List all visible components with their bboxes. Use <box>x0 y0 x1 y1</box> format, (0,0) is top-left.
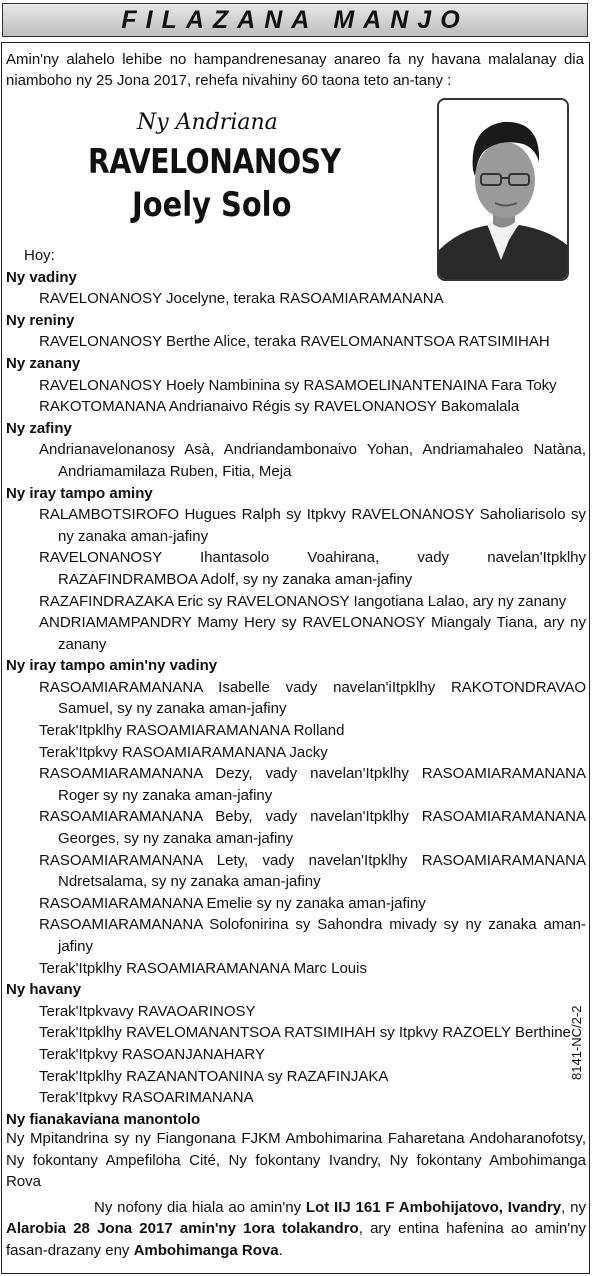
section-title: Ny vadiny <box>6 268 77 286</box>
footer-text-3: , ary entina hafenina ao amin'ny fasan-drazany eny <box>6 1220 587 1259</box>
family-entry: RASOAMIARAMANANA Beby, vady navelan'Itpklhy RASOAMIARAMANANA Georges, sy ny zanaka aman-jafiny <box>39 808 586 848</box>
family-entry: RAVELONANOSY Hoely Nambinina sy RASAMOELINANTENAINA Fara Toky <box>39 376 557 394</box>
family-entry: Terak'Itpklhy RASOAMIARAMANANA Marc Louis <box>39 959 367 977</box>
family-entry: RALAMBOTSIROFO Hugues Ralph sy Itpkvy RAVELONANOSY Saholiarisolo sy ny zanaka aman-jafiny <box>39 506 586 545</box>
section-title: Ny zafiny <box>6 419 72 437</box>
honorific: Ny Andriana <box>137 110 278 135</box>
deceased-surname: RAVELONANOSY <box>88 142 341 182</box>
family-entry: Terak'Itpkvy RASOAMIARAMANANA Jacky <box>39 743 328 761</box>
family-entry: RAZAFINDRAZAKA Eric sy RAVELONANOSY Iangotiana Lalao, ary ny zanany <box>39 592 567 610</box>
family-entry: Terak'Itpklhy RAZANANTOANINA sy RAZAFINJAKA <box>39 1067 389 1085</box>
section-title: Ny zanany <box>6 354 81 372</box>
deceased-given-names: Joely Solo <box>132 185 292 225</box>
footer-text-4: . <box>278 1241 283 1259</box>
footer-paragraph-2 <box>6 1197 586 1262</box>
family-entry: Terak'Itpkvy RASOARIMANANA <box>39 1089 254 1107</box>
family-entry: Terak'Itpkvavy RAVAOARINOSY <box>39 1002 256 1020</box>
section-title: Ny havany <box>6 981 82 999</box>
section-title: Ny fianakaviana manontolo <box>6 1110 201 1128</box>
family-entry: Terak'Itpkvy RASOANJANAHARY <box>39 1045 265 1063</box>
notice-footer <box>6 1128 586 1261</box>
intro-text: Amin'ny alahelo lehibe no hampandrenesanay anareo fa ny havana malalanay dia niamboho ny 25 Jona 2017, rehefa nivahiny 60 taona teto an-tany : <box>6 51 584 89</box>
hoy-label: Hoy: <box>24 247 55 264</box>
family-entry: RAVELONANOSY Ihantasolo Voahirana, vady navelan'Itpklhy RAZAFINDRAMBOA Adolf, sy ny zanaka aman-jafiny <box>39 549 586 588</box>
family-entry: Andrianavelonanosy Asà, Andriandambonaivo Yohan, Andriamahaleo Natàna, Andriamamilaza Ruben, Fitia, Meja <box>39 441 586 480</box>
family-entry: RAKOTOMANANA Andrianaivo Régis sy RAVELONANOSY Bakomalala <box>39 398 520 416</box>
notice-header <box>2 3 588 37</box>
section-title: Ny reniny <box>6 311 75 329</box>
section-title: Ny iray tampo aminy <box>6 484 153 502</box>
footer-text-1: Ny nofony dia hiala ao amin'ny <box>94 1198 306 1216</box>
family-list <box>6 245 586 1130</box>
header-title: FILAZANA MANJO <box>121 5 469 34</box>
reference-number: 8141-NC/2-2 <box>569 1005 584 1080</box>
footer-tomb-location: Ambohimanga Rova <box>133 1241 279 1259</box>
family-entry: Terak'Itpklhy RASOAMIARAMANANA Rolland <box>39 722 345 740</box>
footer-burial-date: Alarobia 28 Jona 2017 amin'ny 1ora tolakandro <box>6 1220 359 1237</box>
family-entry: RASOAMIARAMANANA Isabelle vady navelan'iItpklhy RAKOTONDRAVAO Samuel, sy ny zanaka aman-jafiny <box>39 678 586 718</box>
section-title: Ny iray tampo amin'ny vadiny <box>6 657 218 675</box>
footer-text-2: , ny <box>561 1198 586 1216</box>
family-entry: RAVELONANOSY Jocelyne, teraka RASOAMIARAMANANA <box>39 290 444 308</box>
family-entry: RASOAMIARAMANANA Solofonirina sy Sahondra mivady sy ny zanaka aman-jafiny <box>39 916 586 955</box>
family-entry: RAVELONANOSY Berthe Alice, teraka RAVELOMANANTSOA RATSIMIHAH <box>39 333 550 351</box>
family-entry: RASOAMIARAMANANA Dezy, vady navelan'Itpklhy RASOAMIARAMANANA Roger sy ny zanaka aman-jafiny <box>39 765 586 804</box>
sections-container <box>6 267 586 1131</box>
family-entry: RASOAMIARAMANANA Emelie sy ny zanaka aman-jafiny <box>39 894 426 912</box>
family-entry: RASOAMIARAMANANA Lety, vady navelan'Itpklhy RASOAMIARAMANANA Ndretsalama, sy ny zanaka aman-jafiny <box>39 851 586 891</box>
family-entry: Terak'Itpklhy RAVELOMANANTSOA RATSIMIHAH sy Itpkvy RAZOELY Berthine <box>39 1024 571 1042</box>
footer-burial-location: Lot IIJ 161 F Ambohijatovo, Ivandry <box>305 1198 562 1216</box>
family-entry: ANDRIAMAMPANDRY Mamy Hery sy RAVELONANOSY Miangaly Tiana, ary ny zanany <box>39 614 586 653</box>
footer-paragraph-1: Ny Mpitandrina sy ny Fiangonana FJKM Ambohimarina Faharetana Andoharanofotsy, Ny fokontany Ampefiloha Cité, Ny fokontany Ivandry, Ny fokontany Ambohimanga Rova <box>6 1130 586 1190</box>
